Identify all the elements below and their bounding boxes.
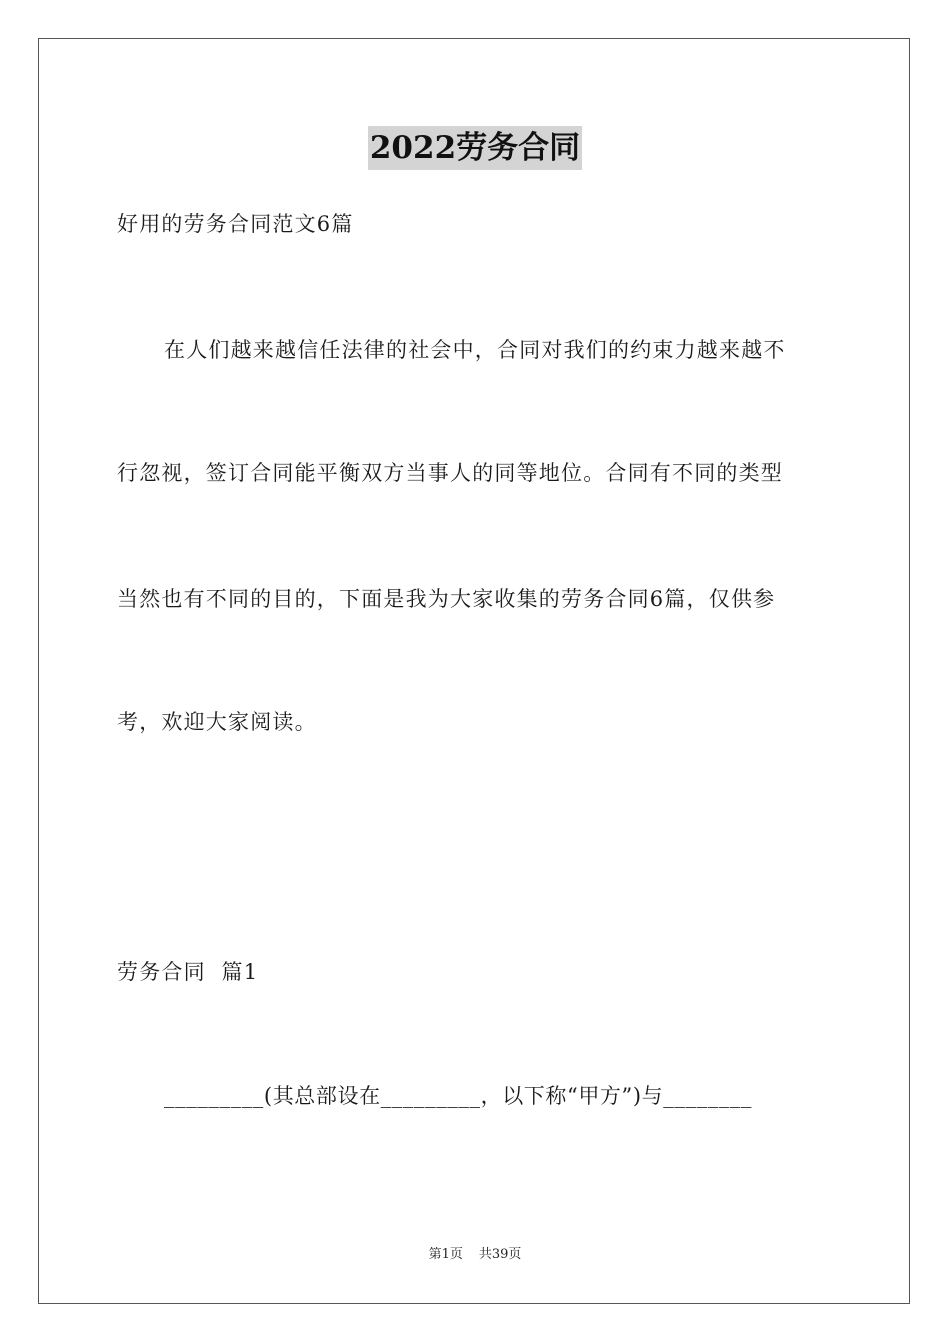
page-number-total: 共39页: [478, 1247, 522, 1262]
page-number-current: 第1页: [428, 1247, 463, 1262]
title-container: [0, 126, 950, 170]
page-footer: [0, 1246, 950, 1264]
paragraph-line-3: 当然也有不同的目的，下面是我为大家收集的劳务合同6篇，仅供参: [117, 587, 776, 611]
section-heading: 劳务合同 篇1: [117, 960, 259, 984]
clause-line: _________(其总部设在_________，以下称“甲方”)与________: [164, 1084, 753, 1108]
paragraph-line-1: 在人们越来越信任法律的社会中，合同对我们的约束力越来越不: [164, 338, 786, 362]
paragraph-line-4: 考，欢迎大家阅读。: [117, 710, 317, 734]
document-subtitle: 好用的劳务合同范文6篇: [117, 212, 354, 236]
document-title: 2022劳务合同: [368, 126, 582, 170]
paragraph-line-2: 行忽视，签订合同能平衡双方当事人的同等地位。合同有不同的类型: [117, 461, 783, 485]
